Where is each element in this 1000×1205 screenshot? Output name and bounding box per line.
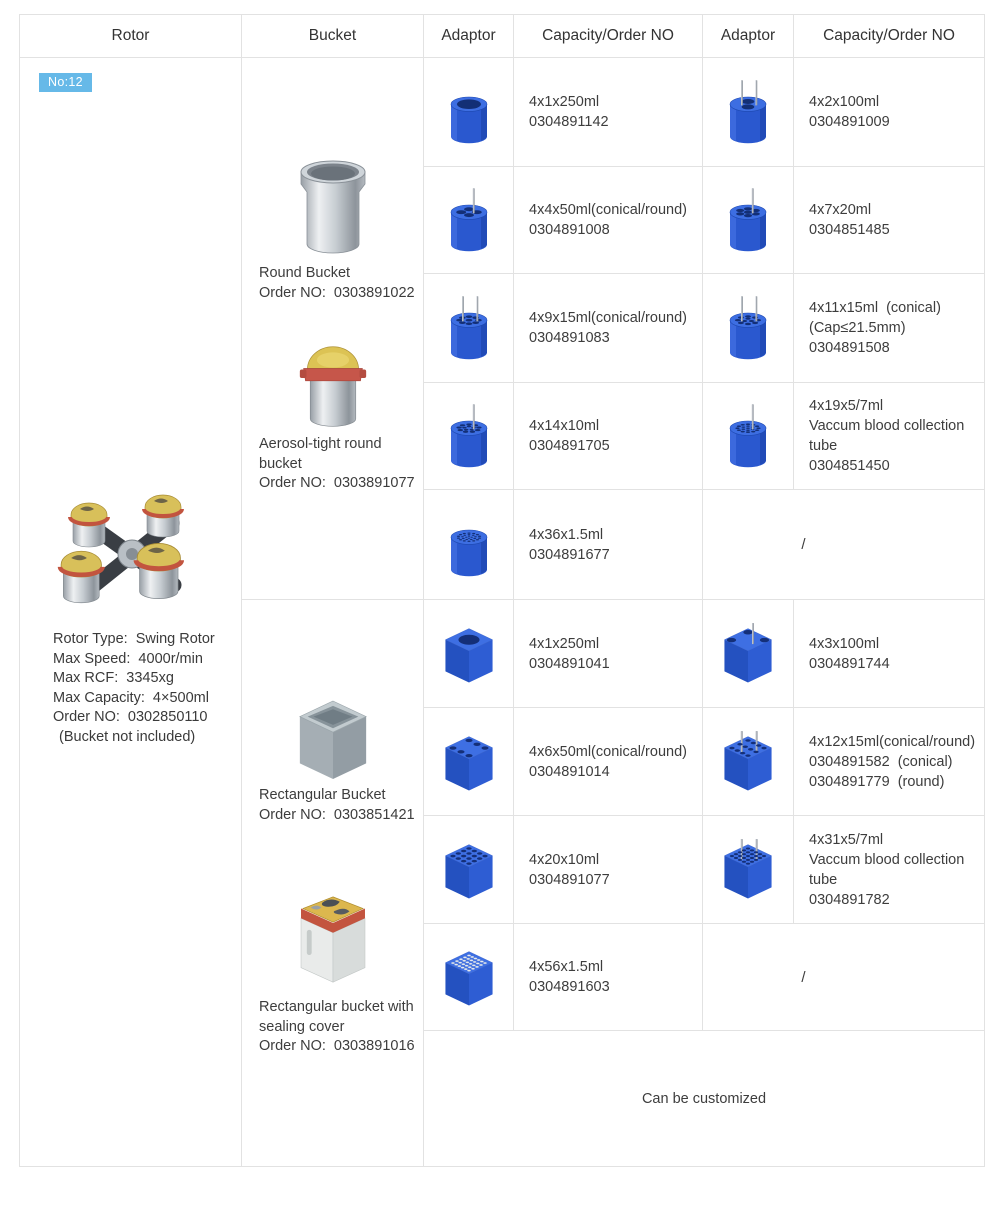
- customized-note: Can be customized: [641, 1090, 767, 1107]
- capacity-cell: [514, 600, 703, 708]
- bucket-name: Rectangular bucket with sealing cover: [259, 999, 418, 1035]
- swing-rotor-image: [56, 489, 206, 621]
- capacity-line: 4x6x50ml(conical/round): [529, 743, 687, 760]
- capacity-cell: [514, 816, 703, 924]
- adaptor-icon: [439, 400, 499, 472]
- capacity-cell: [514, 490, 703, 600]
- order-no-line: 0304851485: [809, 222, 890, 238]
- aerosol-bucket-image: [297, 339, 369, 434]
- col-header-adaptor-2: [703, 15, 794, 58]
- capacity-line: 4x14x10ml: [529, 418, 600, 434]
- capacity-line: 4x3x100ml: [809, 635, 880, 652]
- adaptor-icon: [718, 184, 778, 256]
- capacity-cell: [794, 600, 984, 708]
- order-no-line: 0304891008: [529, 222, 610, 238]
- order-no-line: 0304891508: [809, 340, 890, 356]
- capacity-line: Vaccum blood collection tube: [809, 418, 969, 454]
- rotor-spec-line: Max Capacity: 4×500ml: [53, 689, 209, 706]
- col-header-label: Capacity/Order NO: [542, 27, 674, 44]
- capacity-cell: [514, 383, 703, 490]
- capacity-cell: [794, 708, 984, 816]
- rotor-spec-line: Max RCF: 3345xg: [53, 670, 174, 687]
- adaptor-icon: [718, 76, 778, 148]
- bucket-order-no: Order NO: 0303851421: [259, 806, 415, 823]
- capacity-line: Vaccum blood collection tube: [809, 851, 969, 888]
- col-header-label: Capacity/Order NO: [823, 27, 955, 44]
- bucket-order-no: Order NO: 0303891077: [259, 475, 415, 491]
- order-no-line: 0304891582 (conical): [809, 753, 953, 770]
- bucket-order-no: Order NO: 0303891022: [259, 284, 415, 301]
- col-header-adaptor-1: [424, 15, 514, 58]
- adaptor-cell: [424, 816, 514, 924]
- order-no-line: 0304891744: [809, 655, 890, 672]
- adaptor-cell: [424, 600, 514, 708]
- round-bucket-cell: [242, 58, 424, 600]
- adaptor-icon: [718, 292, 778, 364]
- rotor-spec-line: Max Speed: 4000r/min: [53, 650, 203, 667]
- capacity-cell: [514, 58, 703, 167]
- order-no-line: 0304851450: [809, 458, 890, 474]
- adaptor-cell: [424, 274, 514, 383]
- capacity-line: 4x12x15ml(conical/round): [809, 733, 976, 750]
- capacity-line: 4x11x15ml (conical): [809, 300, 941, 316]
- capacity-line: (Cap≤21.5mm): [809, 320, 906, 336]
- adaptor-icon: [439, 509, 499, 581]
- capacity-cell: [794, 383, 984, 490]
- capacity-cell: [794, 58, 984, 167]
- adaptor-icon: [717, 727, 779, 797]
- col-header-rotor: [20, 15, 242, 58]
- col-header-label: Bucket: [308, 27, 357, 44]
- rotor-specs: [53, 630, 215, 748]
- rectangular-bucket-cell: [242, 600, 424, 1166]
- adaptor-icon: [439, 184, 499, 256]
- capacity-line: 4x4x50ml(conical/round): [529, 202, 687, 218]
- adaptor-cell: [424, 708, 514, 816]
- bucket-name: Rectangular Bucket: [259, 787, 386, 803]
- order-no-line: 0304891603: [529, 979, 610, 995]
- adaptor-icon: [438, 727, 500, 797]
- adaptor-cell: [703, 274, 794, 383]
- not-available-slash: /: [801, 968, 806, 986]
- customized-note-cell: [424, 1031, 984, 1166]
- col-header-label: Rotor: [111, 27, 150, 44]
- col-header-capacity-2: [794, 15, 984, 58]
- order-no-line: 0304891077: [529, 871, 610, 888]
- col-header-label: Adaptor: [441, 27, 496, 44]
- round-bucket-caption: [259, 264, 415, 303]
- aerosol-bucket-caption: [259, 435, 415, 494]
- adaptor-cell: [703, 58, 794, 167]
- capacity-cell: [794, 274, 984, 383]
- adaptor-cell: [703, 383, 794, 490]
- adaptor-cell: [703, 708, 794, 816]
- order-no-line: 0304891041: [529, 655, 610, 672]
- col-header-bucket: [242, 15, 424, 58]
- adaptor-cell: [424, 490, 514, 600]
- capacity-line: 4x1x250ml: [529, 635, 600, 652]
- adaptor-icon: [717, 619, 779, 689]
- order-no-line: 0304891142: [529, 114, 609, 130]
- not-available-cell: [703, 490, 984, 600]
- col-header-capacity-1: [514, 15, 703, 58]
- order-no-line: 0304891083: [529, 330, 610, 346]
- capacity-cell: [514, 167, 703, 274]
- capacity-cell: [514, 708, 703, 816]
- rotor-adaptor-table: [19, 14, 985, 1167]
- capacity-line: 4x20x10ml: [529, 851, 600, 868]
- capacity-cell: [794, 167, 984, 274]
- adaptor-cell: [424, 383, 514, 490]
- sealed-rectangular-bucket-image: [293, 893, 373, 988]
- capacity-line: 4x9x15ml(conical/round): [529, 310, 687, 326]
- rectangular-bucket-caption: [259, 786, 415, 825]
- capacity-line: 4x19x5/7ml: [809, 398, 884, 414]
- adaptor-icon: [718, 400, 778, 472]
- adaptor-cell: [703, 600, 794, 708]
- adaptor-cell: [424, 924, 514, 1031]
- bucket-name: Aerosol-tight round bucket: [259, 436, 386, 472]
- capacity-line: 4x31x5/7ml: [809, 831, 884, 848]
- rotor-cell: [20, 58, 242, 1166]
- rotor-spec-line: Order NO: 0302850110: [53, 709, 208, 726]
- rotor-number-badge: No:12: [39, 73, 92, 92]
- adaptor-icon: [439, 292, 499, 364]
- capacity-cell: [514, 924, 703, 1031]
- order-no-line: 0304891705: [529, 438, 610, 454]
- capacity-cell: [514, 274, 703, 383]
- round-bucket-image: [291, 158, 375, 258]
- capacity-line: 4x7x20ml: [809, 202, 872, 218]
- sealed-rectangular-bucket-caption: [259, 998, 418, 1057]
- adaptor-icon: [438, 835, 500, 905]
- order-no-line: 0304891782: [809, 891, 890, 908]
- adaptor-cell: [703, 167, 794, 274]
- rotor-spec-line: Rotor Type: Swing Rotor: [53, 631, 215, 647]
- adaptor-icon: [439, 76, 499, 148]
- order-no-line: 0304891677: [529, 546, 610, 563]
- capacity-line: 4x2x100ml: [809, 94, 880, 110]
- capacity-line: 4x56x1.5ml: [529, 959, 604, 975]
- adaptor-cell: [703, 816, 794, 924]
- adaptor-cell: [424, 58, 514, 167]
- col-header-label: Adaptor: [720, 27, 776, 44]
- bucket-name: Round Bucket: [259, 265, 351, 281]
- capacity-cell: [794, 816, 984, 924]
- order-no-line: 0304891014: [529, 763, 610, 780]
- capacity-line: 4x1x250ml: [529, 94, 600, 110]
- not-available-slash: /: [801, 536, 806, 553]
- rectangular-bucket-image: [294, 695, 372, 785]
- bucket-order-no: Order NO: 0303891016: [259, 1038, 415, 1054]
- rotor-spec-line: (Bucket not included): [59, 728, 196, 745]
- adaptor-icon: [717, 835, 779, 905]
- not-available-cell: [703, 924, 984, 1031]
- order-no-line: 0304891009: [809, 114, 890, 130]
- adaptor-icon: [438, 619, 500, 689]
- adaptor-icon: [438, 942, 500, 1012]
- order-no-line: 0304891779 (round): [809, 773, 945, 790]
- adaptor-cell: [424, 167, 514, 274]
- capacity-line: 4x36x1.5ml: [529, 526, 604, 543]
